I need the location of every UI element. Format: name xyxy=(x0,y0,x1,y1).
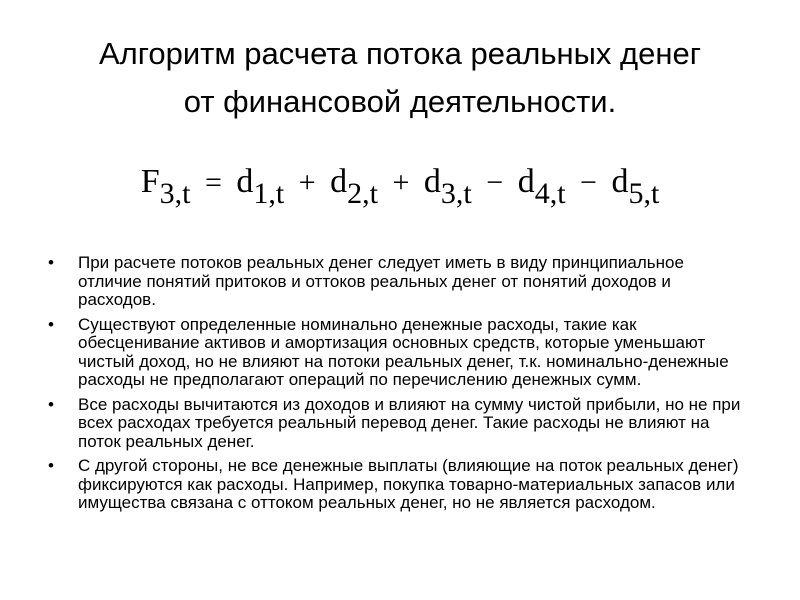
slide-title xyxy=(0,30,800,126)
formula-subscript: 2,t xyxy=(347,177,378,210)
formula-term-d5 xyxy=(611,158,660,210)
formula-term-d4 xyxy=(517,158,566,210)
formula-operator-equals: = xyxy=(204,166,222,199)
formula-subscript: 3,t xyxy=(159,177,191,210)
bullet-marker: • xyxy=(48,314,54,334)
bullet-marker: • xyxy=(48,253,54,272)
formula-term-d3 xyxy=(423,158,472,210)
bullet-text: При расчете потоков реальных денег следует иметь в виду принципиальное отличие понятий притоков и оттоков реальных денег от понятий доходов и расходов. xyxy=(78,253,684,309)
bullet-marker: • xyxy=(48,456,54,475)
formula-base: d xyxy=(236,163,254,200)
formula-operator-plus: + xyxy=(298,166,316,199)
formula xyxy=(0,158,800,210)
bullet-text: Существуют определенные номинально денежные расходы, такие как обесценивание активов и амортизация основных средств, которые уменьшают чистый доход, но не влияют на потоки реальных денег, т.к. номинально-денежные расходы не предполагают операций по перечислению денежных сумм. xyxy=(78,314,729,389)
bullet-list xyxy=(48,254,748,519)
formula-term-d1 xyxy=(236,158,285,210)
bullet-item xyxy=(48,457,748,513)
bullet-text: С другой стороны, не все денежные выплаты (влияющие на поток реальных денег) фиксируются как расходы. Например, покупка товарно-материальных запасов или имущества связана с оттоком реальных денег, но не является расходом. xyxy=(78,456,739,512)
formula-subscript: 1,t xyxy=(253,177,285,210)
title-line-2: от финансовой деятельности. xyxy=(183,84,617,119)
formula-subscript: 5,t xyxy=(628,177,660,210)
formula-base: d xyxy=(423,163,441,200)
formula-subscript: 3,t xyxy=(440,177,472,210)
formula-operator-plus: + xyxy=(392,166,410,199)
formula-operator-minus: − xyxy=(486,166,504,199)
title-line-1: Алгоритм расчета потока реальных денег xyxy=(98,36,702,71)
formula-base: d xyxy=(330,163,348,200)
formula-term-f3 xyxy=(140,158,191,210)
bullet-item xyxy=(48,254,748,310)
formula-term-d2 xyxy=(330,158,378,210)
formula-base: F xyxy=(140,163,160,200)
bullet-text: Все расходы вычитаются из доходов и влияют на сумму чистой прибыли, но не при всех расходах требуется реальный перевод денег. Такие расходы не влияют на поток реальных денег. xyxy=(78,394,741,451)
bullet-marker: • xyxy=(48,394,54,414)
formula-operator-minus: − xyxy=(580,166,597,199)
bullet-item xyxy=(48,316,748,390)
formula-base: d xyxy=(611,163,629,200)
formula-base: d xyxy=(517,163,535,200)
bullet-item xyxy=(48,396,748,452)
formula-subscript: 4,t xyxy=(534,177,566,210)
